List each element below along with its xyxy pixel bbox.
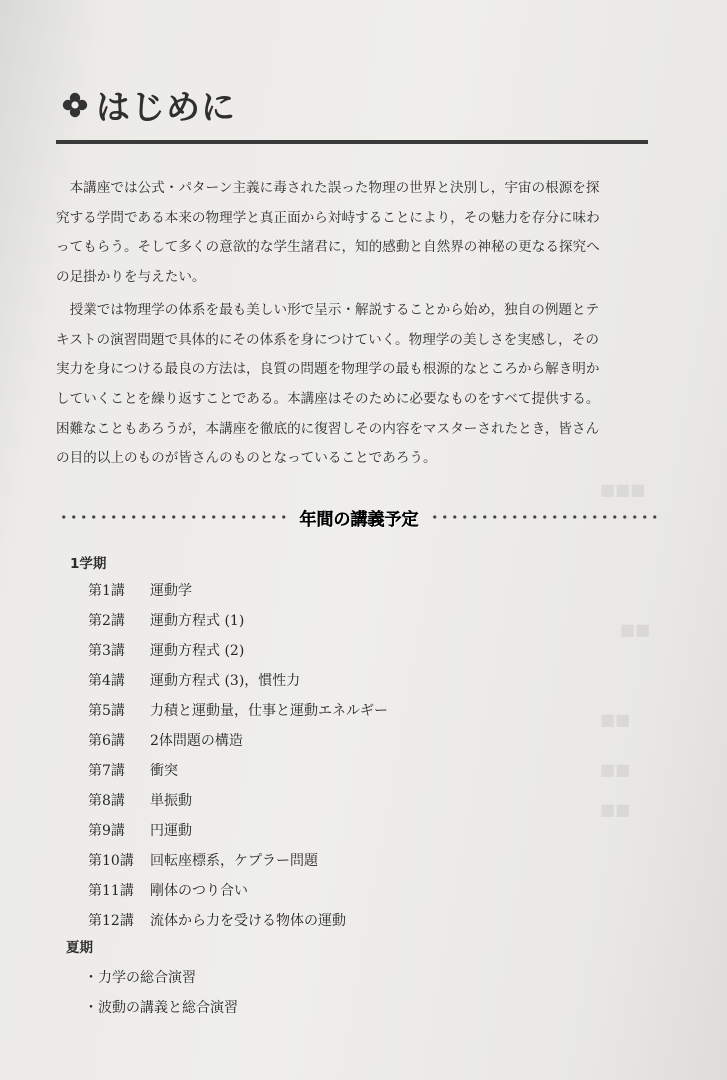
schedule-header xyxy=(56,502,662,532)
summer-term-label: 夏期 xyxy=(66,940,93,956)
dotted-rule-left xyxy=(56,515,292,519)
summer-item: ・波動の講義と総合演習 xyxy=(84,1000,238,1016)
lecture-number: 第7講 xyxy=(88,763,125,779)
lecture-title: 運動学 xyxy=(150,583,192,599)
term-1-label: 1学期 xyxy=(70,556,107,572)
intro-text xyxy=(56,174,656,474)
lecture-item xyxy=(88,845,388,875)
schedule-title: 年間の講義予定 xyxy=(299,509,419,530)
text-line: キストの演習問題で具体的にその体系を身につけていく。物理学の美しさを実感し，その xyxy=(56,331,599,348)
lecture-title: 運動方程式 (1) xyxy=(150,613,245,629)
lecture-title: 回転座標系，ケプラー問題 xyxy=(150,853,318,869)
lecture-item xyxy=(88,695,388,725)
text-line: の目的以上のものが皆さんのものとなっていることであろう。 xyxy=(56,450,437,467)
lecture-item xyxy=(88,815,388,845)
lecture-number: 第11講 xyxy=(88,883,134,899)
text-line: 究する学問である本来の物理学と真正面から対峙することにより，その魅力を存分に味わ xyxy=(56,209,600,226)
lecture-number: 第12講 xyxy=(88,913,134,929)
lecture-item xyxy=(88,725,388,755)
intro-paragraph-1 xyxy=(56,174,656,293)
heading-divider xyxy=(56,140,648,144)
lecture-item xyxy=(88,785,388,815)
bleed-through-mark: ■■ xyxy=(600,710,631,729)
lecture-item xyxy=(88,755,388,785)
text-line: していくことを繰り返すことである。本講座はそのために必要なものをすべて提供する。 xyxy=(56,390,600,407)
text-line: 授業では物理学の体系を最も美しい形で呈示・解説することから始め，独自の例題とテ xyxy=(69,301,600,318)
lecture-number: 第5講 xyxy=(88,703,125,719)
heading-title: はじめに xyxy=(96,88,236,128)
lecture-list xyxy=(88,575,388,935)
text-line: の足掛かりを与えたい。 xyxy=(56,269,206,286)
lecture-title: 力積と運動量，仕事と運動エネルギー xyxy=(150,703,388,719)
intro-paragraph-2 xyxy=(56,296,656,474)
dotted-rule-right xyxy=(427,515,663,519)
bleed-through-mark: ■■ xyxy=(600,800,631,819)
lecture-item xyxy=(88,905,388,935)
lecture-title: 円運動 xyxy=(150,823,192,839)
text-line: 実力を身につける最良の方法は，良質の問題を物理学の最も根源的なところから解き明か xyxy=(56,361,600,378)
bleed-through-mark: ■■ xyxy=(620,620,651,639)
lecture-item xyxy=(88,875,388,905)
lecture-item xyxy=(88,635,388,665)
bleed-through-mark: ■■■ xyxy=(600,480,646,499)
lecture-title: 流体から力を受ける物体の運動 xyxy=(150,913,346,929)
clover-cross-icon xyxy=(62,92,88,118)
lecture-item xyxy=(88,605,388,635)
lecture-number: 第6講 xyxy=(88,733,125,749)
lecture-number: 第2講 xyxy=(88,613,125,629)
lecture-number: 第4講 xyxy=(88,673,125,689)
lecture-title: 運動方程式 (2) xyxy=(150,643,245,659)
lecture-number: 第1講 xyxy=(88,583,125,599)
summer-list xyxy=(84,962,238,1022)
page-heading xyxy=(62,80,236,129)
summer-item: ・力学の総合演習 xyxy=(84,970,196,986)
lecture-title: 衝突 xyxy=(150,763,178,779)
lecture-title: 2体問題の構造 xyxy=(150,733,243,749)
text-line: ってもらう。そして多くの意欲的な学生諸君に，知的感動と自然界の神秘の更なる探究へ xyxy=(56,239,600,256)
lecture-item xyxy=(88,665,388,695)
lecture-number: 第10講 xyxy=(88,853,134,869)
lecture-title: 運動方程式 (3)，慣性力 xyxy=(150,673,301,689)
lecture-title: 単振動 xyxy=(150,793,192,809)
lecture-title: 剛体のつり合い xyxy=(150,883,248,899)
lecture-item xyxy=(88,575,388,605)
text-line: 困難なこともあろうが，本講座を徹底的に復習しその内容をマスターされたとき，皆さん xyxy=(56,420,600,437)
text-line: 本講座では公式・パターン主義に毒された誤った物理の世界と決別し，宇宙の根源を探 xyxy=(69,180,600,196)
lecture-number: 第8講 xyxy=(88,793,125,809)
lecture-number: 第3講 xyxy=(88,643,125,659)
lecture-number: 第9講 xyxy=(88,823,125,839)
bleed-through-mark: ■■ xyxy=(600,760,631,779)
